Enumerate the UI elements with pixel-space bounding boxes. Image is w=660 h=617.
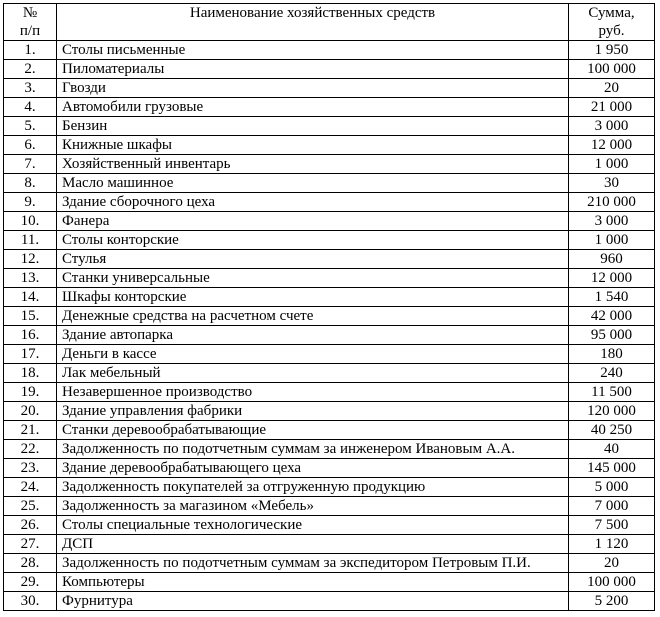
row-name: Денежные средства на расчетном счете: [57, 307, 569, 326]
row-sum: 21 000: [569, 98, 655, 117]
row-sum: 960: [569, 250, 655, 269]
row-number: 26.: [4, 516, 57, 535]
table-row: [4, 535, 655, 554]
table-row: [4, 497, 655, 516]
row-sum: 3 000: [569, 117, 655, 136]
row-name: Станки универсальные: [57, 269, 569, 288]
row-name: Стулья: [57, 250, 569, 269]
table-row: [4, 421, 655, 440]
row-sum: 1 120: [569, 535, 655, 554]
row-number: 13.: [4, 269, 57, 288]
row-sum: 11 500: [569, 383, 655, 402]
row-name: Задолженность за магазином «Мебель»: [57, 497, 569, 516]
header-sum-line2: руб.: [598, 23, 625, 39]
row-sum: 12 000: [569, 136, 655, 155]
row-sum: 5 200: [569, 592, 655, 611]
row-name: Задолженность покупателей за отгруженную продукцию: [57, 478, 569, 497]
row-sum: 100 000: [569, 60, 655, 79]
row-number: 25.: [4, 497, 57, 516]
row-name: Фанера: [57, 212, 569, 231]
row-sum: 3 000: [569, 212, 655, 231]
row-name: Пиломатериалы: [57, 60, 569, 79]
row-number: 21.: [4, 421, 57, 440]
table-row: [4, 307, 655, 326]
row-name: Шкафы конторские: [57, 288, 569, 307]
row-name: Автомобили грузовые: [57, 98, 569, 117]
assets-table: [3, 3, 655, 611]
row-number: 15.: [4, 307, 57, 326]
header-name: Наименование хозяйственных средств: [57, 4, 569, 41]
row-name: Здание сборочного цеха: [57, 193, 569, 212]
row-sum: 1 000: [569, 231, 655, 250]
table-row: [4, 345, 655, 364]
row-sum: 95 000: [569, 326, 655, 345]
row-sum: 1 950: [569, 41, 655, 60]
row-number: 28.: [4, 554, 57, 573]
row-name: ДСП: [57, 535, 569, 554]
row-name: Хозяйственный инвентарь: [57, 155, 569, 174]
table-row: [4, 288, 655, 307]
row-number: 3.: [4, 79, 57, 98]
row-number: 5.: [4, 117, 57, 136]
row-sum: 180: [569, 345, 655, 364]
row-number: 22.: [4, 440, 57, 459]
row-name: Незавершенное производство: [57, 383, 569, 402]
row-name: Задолженность по подотчетным суммам за инженером Ивановым А.А.: [57, 440, 569, 459]
row-number: 2.: [4, 60, 57, 79]
table-row: [4, 326, 655, 345]
table-row: [4, 554, 655, 573]
row-number: 29.: [4, 573, 57, 592]
row-sum: 20: [569, 554, 655, 573]
header-sum-line1: Сумма,: [588, 5, 635, 21]
row-number: 18.: [4, 364, 57, 383]
row-name: Бензин: [57, 117, 569, 136]
row-sum: 1 000: [569, 155, 655, 174]
row-number: 8.: [4, 174, 57, 193]
table-row: [4, 193, 655, 212]
table-row: [4, 459, 655, 478]
header-sum: [569, 4, 655, 41]
header-number-line1: №: [22, 5, 38, 21]
row-number: 17.: [4, 345, 57, 364]
row-number: 9.: [4, 193, 57, 212]
row-sum: 145 000: [569, 459, 655, 478]
row-number: 14.: [4, 288, 57, 307]
row-name: Гвозди: [57, 79, 569, 98]
row-sum: 40: [569, 440, 655, 459]
row-number: 7.: [4, 155, 57, 174]
row-sum: 42 000: [569, 307, 655, 326]
table-row: [4, 212, 655, 231]
table-row: [4, 592, 655, 611]
table-row: [4, 250, 655, 269]
table-row: [4, 98, 655, 117]
row-number: 20.: [4, 402, 57, 421]
row-name: Задолженность по подотчетным суммам за экспедитором Петровым П.И.: [57, 554, 569, 573]
row-name: Столы конторские: [57, 231, 569, 250]
row-number: 12.: [4, 250, 57, 269]
table-row: [4, 231, 655, 250]
row-name: Здание деревообрабатывающего цеха: [57, 459, 569, 478]
row-name: Столы письменные: [57, 41, 569, 60]
row-name: Фурнитура: [57, 592, 569, 611]
row-sum: 7 000: [569, 497, 655, 516]
row-name: Здание управления фабрики: [57, 402, 569, 421]
row-name: Здание автопарка: [57, 326, 569, 345]
row-name: Книжные шкафы: [57, 136, 569, 155]
table-row: [4, 364, 655, 383]
row-name: Деньги в кассе: [57, 345, 569, 364]
table-row: [4, 383, 655, 402]
table-row: [4, 440, 655, 459]
row-name: Компьютеры: [57, 573, 569, 592]
row-sum: 7 500: [569, 516, 655, 535]
table-row: [4, 516, 655, 535]
table-row: [4, 136, 655, 155]
table-row: [4, 573, 655, 592]
row-number: 10.: [4, 212, 57, 231]
row-number: 16.: [4, 326, 57, 345]
table-row: [4, 174, 655, 193]
row-name: Столы специальные технологические: [57, 516, 569, 535]
row-number: 27.: [4, 535, 57, 554]
row-sum: 1 540: [569, 288, 655, 307]
row-sum: 30: [569, 174, 655, 193]
row-sum: 120 000: [569, 402, 655, 421]
table-row: [4, 402, 655, 421]
row-name: Станки деревообрабатывающие: [57, 421, 569, 440]
row-number: 19.: [4, 383, 57, 402]
header-row: [4, 4, 655, 41]
row-sum: 100 000: [569, 573, 655, 592]
row-number: 1.: [4, 41, 57, 60]
row-number: 24.: [4, 478, 57, 497]
row-sum: 40 250: [569, 421, 655, 440]
row-number: 23.: [4, 459, 57, 478]
row-sum: 240: [569, 364, 655, 383]
table-row: [4, 269, 655, 288]
row-number: 11.: [4, 231, 57, 250]
table-row: [4, 478, 655, 497]
table-row: [4, 155, 655, 174]
row-number: 4.: [4, 98, 57, 117]
row-sum: 20: [569, 79, 655, 98]
row-number: 6.: [4, 136, 57, 155]
row-sum: 210 000: [569, 193, 655, 212]
table-row: [4, 117, 655, 136]
table-row: [4, 41, 655, 60]
row-name: Лак мебельный: [57, 364, 569, 383]
row-sum: 12 000: [569, 269, 655, 288]
table-row: [4, 60, 655, 79]
header-number: [4, 4, 57, 41]
header-number-line2: п/п: [19, 23, 41, 39]
row-number: 30.: [4, 592, 57, 611]
row-sum: 5 000: [569, 478, 655, 497]
table-row: [4, 79, 655, 98]
row-name: Масло машинное: [57, 174, 569, 193]
